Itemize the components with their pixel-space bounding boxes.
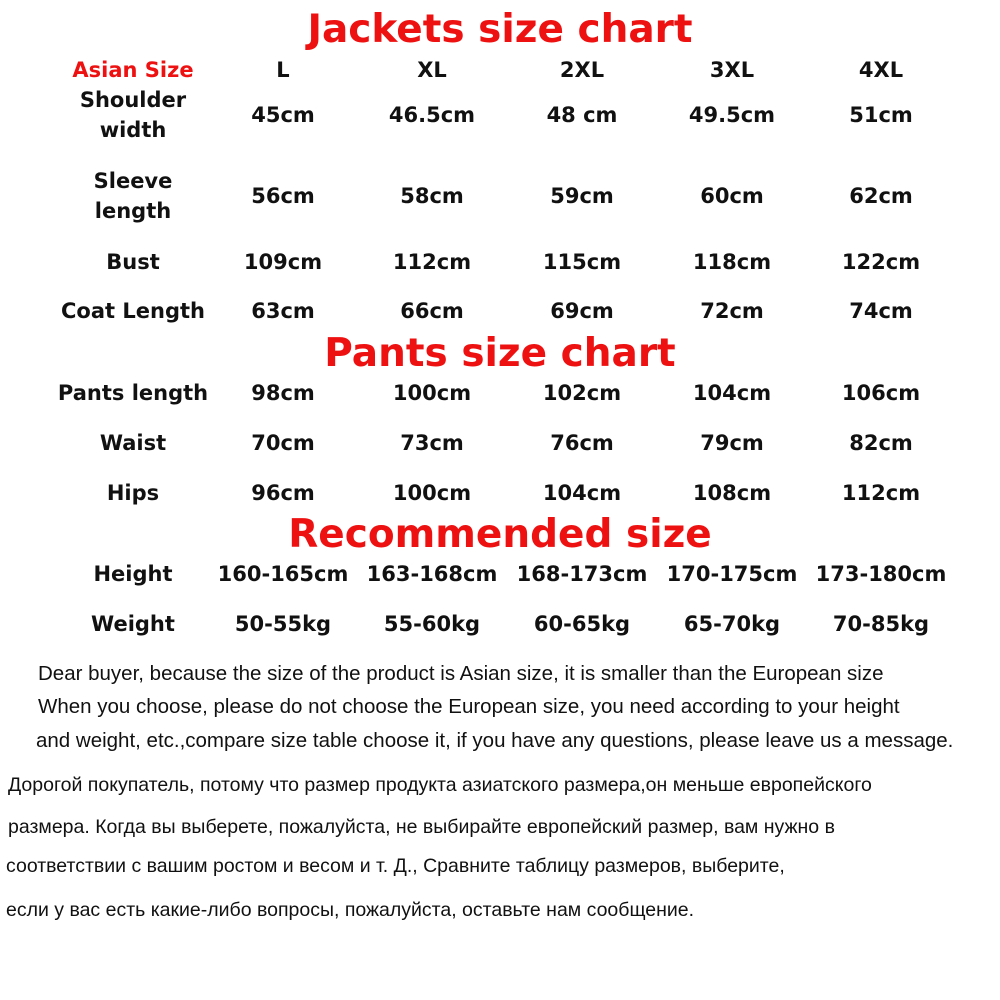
- table-cell: 51cm: [849, 103, 913, 127]
- row-label: [33, 85, 233, 145]
- asian-size-label: Asian Size: [72, 58, 194, 82]
- table-cell: 112cm: [392, 250, 472, 274]
- row-label-line: length: [94, 199, 172, 223]
- table-cell: 63cm: [251, 299, 315, 323]
- table-cell: 168-173cm: [516, 562, 648, 586]
- row-label-line: Coat Length: [61, 299, 205, 323]
- table-cell: 50-55kg: [234, 612, 332, 636]
- table-cell: 112cm: [841, 481, 921, 505]
- table-cell: 58cm: [400, 184, 464, 208]
- table-cell: 96cm: [251, 481, 315, 505]
- notice-ru-line: если у вас есть какие-либо вопросы, пожалуйста, оставьте нам сообщение.: [6, 899, 695, 921]
- table-cell: 55-60kg: [383, 612, 481, 636]
- table-cell: 46.5cm: [388, 103, 476, 127]
- table-cell: 66cm: [400, 299, 464, 323]
- pants-title: Pants size chart: [324, 331, 676, 376]
- table-cell: 45cm: [251, 103, 315, 127]
- notice-en-line: Dear buyer, because the size of the product is Asian size, it is smaller than the European size: [38, 662, 884, 685]
- table-cell: 106cm: [841, 381, 921, 405]
- row-label: [33, 478, 233, 508]
- table-cell: 70cm: [251, 431, 315, 455]
- table-cell: 122cm: [841, 250, 921, 274]
- table-cell: 102cm: [542, 381, 622, 405]
- size-header-cell: 4XL: [858, 58, 904, 82]
- table-cell: 60-65kg: [533, 612, 631, 636]
- row-label-line: Height: [93, 562, 173, 586]
- notice-ru-line: размера. Когда вы выберете, пожалуйста, не выбирайте европейский размер, вам нужно в: [8, 816, 835, 838]
- table-cell: 118cm: [692, 250, 772, 274]
- table-cell: 76cm: [550, 431, 614, 455]
- size-header-cell: 3XL: [709, 58, 755, 82]
- row-label: [33, 378, 233, 408]
- jackets-title: Jackets size chart: [307, 7, 693, 52]
- table-cell: 56cm: [251, 184, 315, 208]
- row-label: [33, 428, 233, 458]
- table-cell: 49.5cm: [688, 103, 776, 127]
- row-label-line: Sleeve: [93, 169, 173, 193]
- table-cell: 74cm: [849, 299, 913, 323]
- row-label-line: Weight: [91, 612, 175, 636]
- row-label-line: Shoulder: [79, 88, 187, 112]
- row-label: [33, 247, 233, 277]
- row-label: [33, 559, 233, 589]
- table-cell: 104cm: [692, 381, 772, 405]
- notice-en-line: and weight, etc.,compare size table choose it, if you have any questions, please leave us a message.: [36, 729, 954, 752]
- table-cell: 60cm: [700, 184, 764, 208]
- table-cell: 173-180cm: [815, 562, 947, 586]
- notice-ru-line: соответствии с вашим ростом и весом и т. Д., Сравните таблицу размеров, выберите,: [6, 855, 785, 877]
- table-cell: 79cm: [700, 431, 764, 455]
- notice-ru-line: Дорогой покупатель, потому что размер продукта азиатского размера,он меньше европейского: [8, 774, 872, 796]
- table-cell: 160-165cm: [217, 562, 349, 586]
- size-header-cell: L: [276, 58, 290, 82]
- table-cell: 104cm: [542, 481, 622, 505]
- table-cell: 170-175cm: [666, 562, 798, 586]
- table-cell: 72cm: [700, 299, 764, 323]
- table-cell: 163-168cm: [366, 562, 498, 586]
- table-cell: 73cm: [400, 431, 464, 455]
- table-cell: 48 cm: [546, 103, 618, 127]
- table-cell: 82cm: [849, 431, 913, 455]
- notice-en-line: When you choose, please do not choose the European size, you need according to your height: [38, 695, 900, 718]
- table-cell: 65-70kg: [683, 612, 781, 636]
- row-label-line: Bust: [106, 250, 160, 274]
- table-cell: 109cm: [243, 250, 323, 274]
- recommended-title: Recommended size: [288, 512, 712, 557]
- table-cell: 98cm: [251, 381, 315, 405]
- row-label-line: width: [99, 118, 167, 142]
- table-cell: 108cm: [692, 481, 772, 505]
- table-cell: 59cm: [550, 184, 614, 208]
- row-label-line: Hips: [106, 481, 160, 505]
- size-header-cell: 2XL: [559, 58, 605, 82]
- table-cell: 115cm: [542, 250, 622, 274]
- table-cell: 100cm: [392, 481, 472, 505]
- table-cell: 62cm: [849, 184, 913, 208]
- row-label: [33, 609, 233, 639]
- row-label-line: Waist: [99, 431, 167, 455]
- row-label: [33, 296, 233, 326]
- size-header-cell: XL: [417, 58, 447, 82]
- table-cell: 70-85kg: [832, 612, 930, 636]
- table-cell: 100cm: [392, 381, 472, 405]
- table-cell: 69cm: [550, 299, 614, 323]
- row-label-line: Pants length: [57, 381, 209, 405]
- row-label: [33, 166, 233, 226]
